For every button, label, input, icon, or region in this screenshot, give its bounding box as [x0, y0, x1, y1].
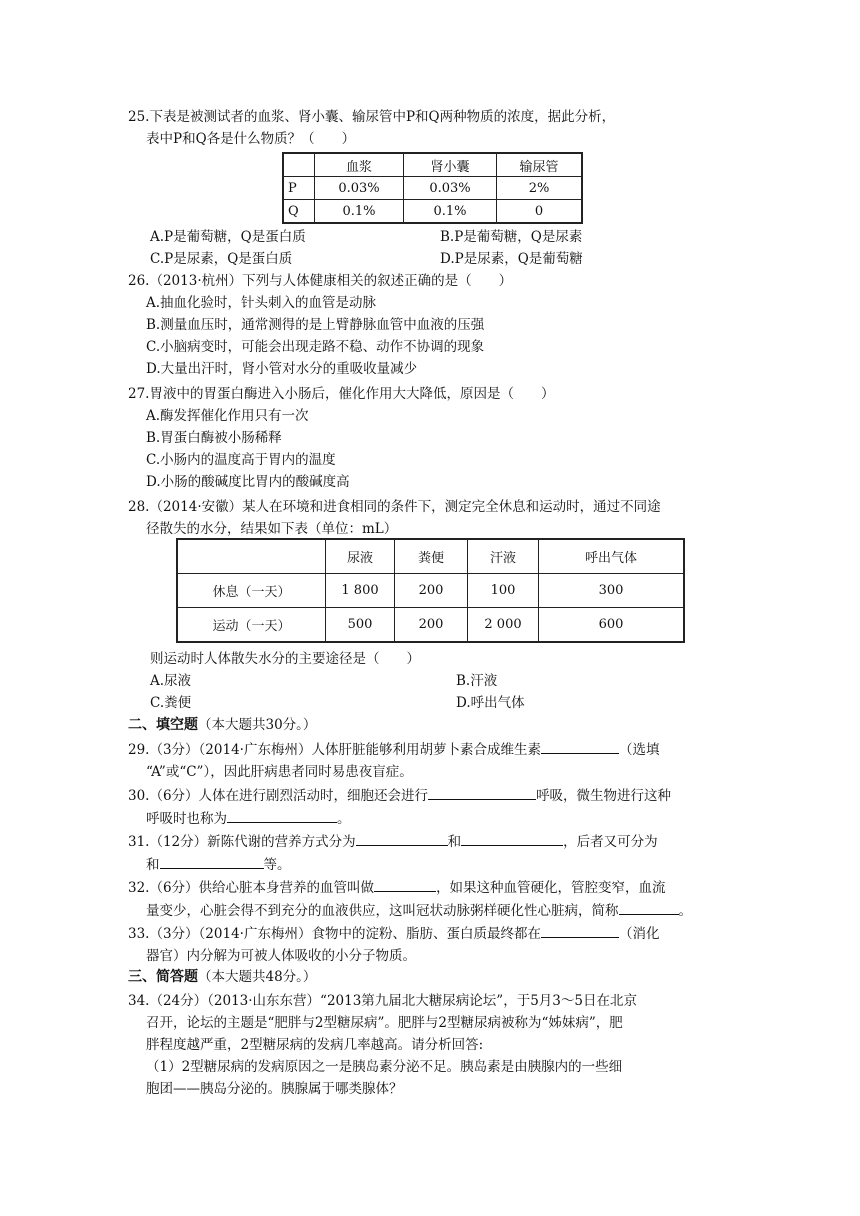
- table-header-cell: 输尿管: [497, 153, 583, 177]
- question-30: [128, 784, 734, 830]
- question-33: [128, 922, 734, 967]
- option-26-b: B.测量血压时，通常测得的是上臂静脉血管中血液的压强: [146, 317, 485, 333]
- table-cell: 2 000: [468, 608, 539, 643]
- question-31-text-2: 和: [447, 834, 462, 850]
- table-cell: 500: [326, 608, 395, 643]
- table-cell: 1 800: [326, 574, 395, 608]
- section-3-heading: [128, 966, 316, 988]
- question-32-text-2: ，如果这种血管硬化，管腔变窄，血流: [436, 880, 666, 896]
- question-34-line-5: 胞团——胰岛分泌的。胰腺属于哪类腺体？: [146, 1081, 403, 1097]
- option-28-a: A.尿液: [150, 673, 192, 689]
- section-3-note: （本大题共48分。）: [198, 969, 317, 985]
- table-row: [283, 200, 582, 224]
- table-cell: 0: [497, 200, 583, 224]
- table-cell: 300: [539, 574, 685, 608]
- table-cell: 0.03%: [404, 177, 497, 200]
- option-28-b: B.汗液: [456, 673, 498, 689]
- table-header-cell: 粪便: [395, 539, 468, 574]
- table-cell: 600: [539, 608, 685, 643]
- table-row: [177, 574, 684, 608]
- question-26: [128, 270, 734, 380]
- answer-blank: [374, 876, 436, 892]
- table-25: [282, 152, 583, 224]
- question-28-line-1: 28.（2014·安徽）某人在环境和进食相同的条件下，测定完全休息和运动时，通过不同途: [128, 499, 661, 515]
- answer-blank: [461, 830, 563, 846]
- question-28: [128, 496, 734, 540]
- table-cell: 运动（一天）: [177, 608, 326, 643]
- section-3-title: 三、简答题: [128, 969, 198, 985]
- question-27-line-1: 27.胃液中的胃蛋白酶进入小肠后，催化作用大大降低，原因是（ ）: [128, 386, 555, 402]
- section-2-note: （本大题共30分。）: [198, 717, 317, 733]
- question-31-text-3: ，后者又可分为: [563, 834, 658, 850]
- section-2-heading: [128, 714, 316, 736]
- question-30-text-3: 呼吸时也称为: [146, 811, 227, 827]
- table-header-cell: 肾小囊: [404, 153, 497, 177]
- table-header-cell: [177, 539, 326, 574]
- table-header-cell: 呼出气体: [539, 539, 685, 574]
- question-29-text: 29.（3分）（2014·广东梅州）人体肝脏能够利用胡萝卜素合成维生素: [128, 742, 541, 758]
- table-cell: 0.1%: [404, 200, 497, 224]
- question-34-line-2: 召开，论坛的主题是“肥胖与2型糖尿病”。肥胖与2型糖尿病被称为“姊妹病”，肥: [146, 1015, 623, 1031]
- question-25-line-1: 25.下表是被测试者的血浆、肾小囊、输尿管中P和Q两种物质的浓度，据此分析，: [128, 109, 616, 125]
- question-29-line-2: “A”或“C”），因此肝病患者同时易患夜盲症。: [146, 764, 413, 780]
- option-28-c: C.粪便: [150, 695, 192, 711]
- table-row: [283, 177, 582, 200]
- question-26-line-1: 26.（2013·杭州）下列与人体健康相关的叙述正确的是（ ）: [128, 273, 513, 289]
- question-32-text-4: 。: [678, 903, 692, 919]
- option-25-d: D.P是尿素，Q是葡萄糖: [440, 251, 583, 267]
- question-34-line-4: （1）2型糖尿病的发病原因之一是胰岛素分泌不足。胰岛素是由胰腺内的一些细: [146, 1059, 623, 1075]
- question-34-line-1: 34.（24分）（2013·山东东营）“2013第九届北大糖尿病论坛”，于5月3～5日在北京: [128, 993, 637, 1009]
- option-25-c: C.P是尿素，Q是蛋白质: [150, 251, 293, 267]
- table-header-cell: 血浆: [315, 153, 404, 177]
- question-33-text-2: （消化: [618, 926, 660, 942]
- table-cell: 2%: [497, 177, 583, 200]
- question-25-line-2: 表中P和Q各是什么物质？（ ）: [146, 131, 356, 147]
- option-28-d: D.呼出气体: [456, 695, 525, 711]
- question-27: [128, 383, 734, 493]
- question-31-text-4: 和: [146, 857, 160, 873]
- question-29-text-2: （选填: [618, 742, 660, 758]
- question-30-text-2: 呼吸，微生物进行这种: [536, 788, 672, 804]
- table-row: [177, 539, 684, 574]
- section-2-title: 二、填空题: [128, 717, 198, 733]
- option-27-d: D.小肠的酸碱度比胃内的酸碱度高: [146, 474, 350, 490]
- question-32: [128, 876, 734, 922]
- question-32-text-3: 量变少，心脏会得不到充分的血液供应，这叫冠状动脉粥样硬化性心脏病，简称: [146, 903, 619, 919]
- table-cell: P: [283, 177, 315, 200]
- answer-blank: [356, 830, 448, 846]
- table-row: [177, 608, 684, 643]
- option-27-b: B.胃蛋白酶被小肠稀释: [146, 430, 282, 446]
- question-28-line-2: 径散失的水分，结果如下表（单位：mL）: [146, 521, 398, 537]
- table-cell: 100: [468, 574, 539, 608]
- option-27-a: A.酶发挥催化作用只有一次: [146, 408, 309, 424]
- question-25: [128, 106, 734, 150]
- question-31: [128, 830, 734, 876]
- question-33-text: 33.（3分）（2014·广东梅州）食物中的淀粉、脂肪、蛋白质最终都在: [128, 926, 541, 942]
- table-header-cell: [283, 153, 315, 177]
- table-cell: 200: [395, 574, 468, 608]
- answer-blank: [619, 899, 679, 915]
- question-34-line-3: 胖程度越严重，2型糖尿病的发病几率越高。请分析回答:: [146, 1037, 484, 1053]
- option-25-a: A.P是葡萄糖，Q是蛋白质: [150, 229, 306, 245]
- table-cell: 0.1%: [315, 200, 404, 224]
- option-27-c: C.小肠内的温度高于胃内的温度: [146, 452, 336, 468]
- answer-blank: [541, 738, 619, 754]
- answer-blank: [227, 807, 337, 823]
- table-28: [176, 538, 685, 643]
- question-32-text: 32.（6分）供给心脏本身营养的血管叫做: [128, 880, 375, 896]
- answer-blank: [428, 784, 536, 800]
- answer-blank: [541, 922, 619, 938]
- table-cell: 200: [395, 608, 468, 643]
- question-29: [128, 738, 734, 783]
- table-header-cell: 尿液: [326, 539, 395, 574]
- question-31-text-5: 等。: [263, 857, 291, 873]
- answer-blank: [160, 853, 264, 869]
- table-cell: Q: [283, 200, 315, 224]
- table-cell: 休息（一天）: [177, 574, 326, 608]
- table-row: [283, 153, 582, 177]
- option-26-a: A.抽血化验时，针头刺入的血管是动脉: [146, 295, 377, 311]
- option-26-c: C.小脑病变时，可能会出现走路不稳、动作不协调的现象: [146, 339, 485, 355]
- question-28-line-3: 则运动时人体散失水分的主要途径是（ ）: [150, 651, 420, 667]
- table-header-cell: 汗液: [468, 539, 539, 574]
- question-30-text: 30.（6分）人体在进行剧烈活动时，细胞还会进行: [128, 788, 429, 804]
- question-30-text-4: 。: [337, 811, 351, 827]
- question-34: [128, 990, 734, 1100]
- option-26-d: D.大量出汗时，肾小管对水分的重吸收量减少: [146, 361, 418, 377]
- question-33-line-2: 器官）内分解为可被人体吸收的小分子物质。: [146, 948, 416, 964]
- option-25-b: B.P是葡萄糖，Q是尿素: [440, 229, 583, 245]
- question-31-text: 31.（12分）新陈代谢的营养方式分为: [128, 834, 356, 850]
- table-cell: 0.03%: [315, 177, 404, 200]
